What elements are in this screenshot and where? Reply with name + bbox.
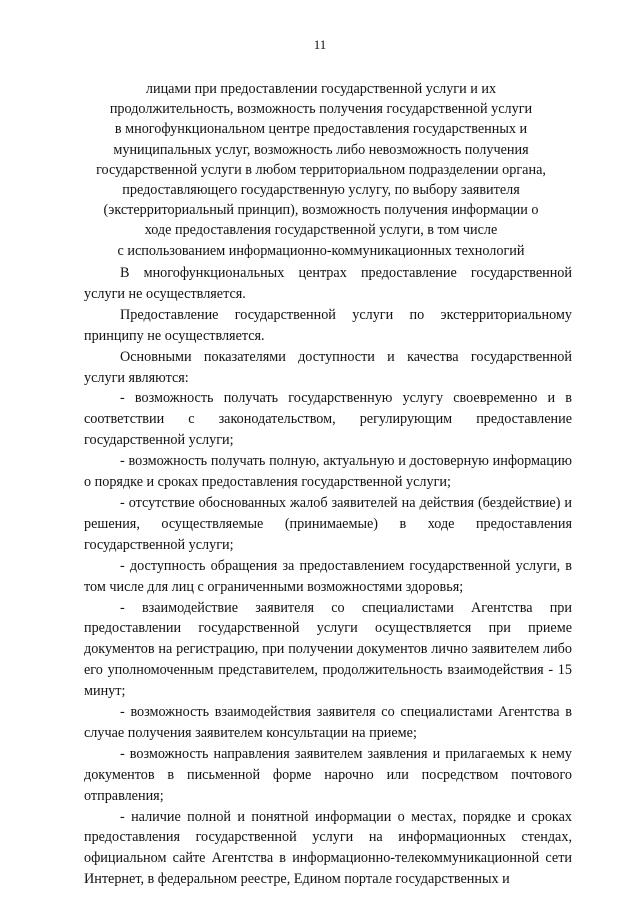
heading-line: (экстерриториальный принцип), возможность получения информации о <box>103 202 539 219</box>
paragraph: Предоставление государственной услуги по экстерриториальному принципу не осуществляется. <box>84 306 572 344</box>
heading-line: муниципальных услуг, возможность либо невозможность получения <box>113 141 529 158</box>
document-body <box>84 263 572 890</box>
section-heading <box>78 79 564 261</box>
list-item: - доступность обращения за предоставлением государственной услуги, в том числе для лиц с ограниченными возможностями здоровья; <box>84 557 572 595</box>
heading-line: с использованием информационно-коммуникационных технологий <box>117 242 525 259</box>
heading-line: лицами при предоставлении государственной услуги и их <box>145 81 497 97</box>
list-item: - возможность получать полную, актуальную и достоверную информацию о порядке и сроках предоставления государственной услуги; <box>84 453 572 491</box>
paragraph: В многофункциональных центрах предоставление государственной услуги не осуществляется. <box>84 265 572 302</box>
heading-line: ходе предоставления государственной услуги, в том числе <box>144 222 498 239</box>
list-item: - отсутствие обоснованных жалоб заявителей на действия (бездействие) и решения, осуществляемые (принимаемые) в ходе предоставления государственной услуги; <box>84 494 572 553</box>
page-number: 11 <box>313 37 327 52</box>
list-item: - возможность направления заявителем заявления и прилагаемых к нему документов в письменной форме нарочно или посредством почтового отправления; <box>84 745 572 804</box>
heading-line: продолжительность, возможность получения государственной услуги <box>109 101 533 118</box>
list-item: - наличие полной и понятной информации о местах, порядке и сроках предоставления государственной услуги на информационных стендах, официальном сайте Агентства в информационно-телекоммуникационной сети Интернет, в федеральном реестре, Едином портале государственных и <box>84 808 572 888</box>
heading-line: государственной услуги в любом территориальном подразделении органа, <box>96 161 546 178</box>
heading-line: в многофункциональном центре предоставления государственных и <box>114 121 528 138</box>
list-item: - возможность взаимодействия заявителя со специалистами Агентства в случае получения заявителем консультации на приеме; <box>84 704 572 741</box>
list-item: - возможность получать государственную услугу своевременно и в соответствии с законодательством, регулирующим предоставление государственной услуги; <box>84 390 572 449</box>
paragraph: Основными показателями доступности и качества государственной услуги являются: <box>84 348 572 386</box>
list-item: - взаимодействие заявителя со специалистами Агентства при предоставлении государственной услуги осуществляется при приеме документов на регистрацию, при получении документов лично заявителем либо его уполномоченным представителем, продолжительность взаимодействия - 15 минут; <box>84 599 572 700</box>
heading-line: предоставляющего государственную услугу, по выбору заявителя <box>122 182 520 199</box>
